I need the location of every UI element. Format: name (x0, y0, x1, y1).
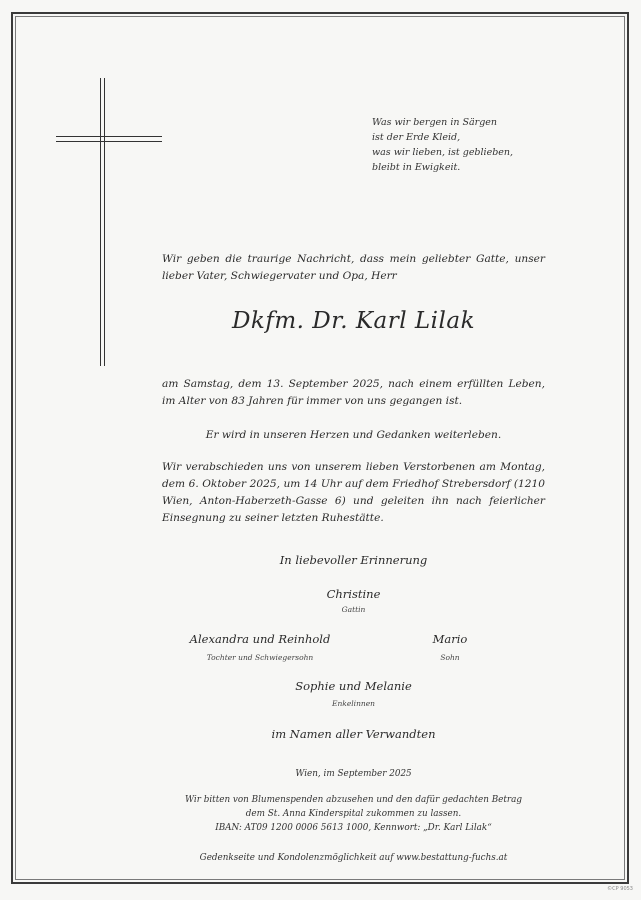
poem-line: bleibt in Ewigkeit. (372, 162, 461, 173)
funeral-details: Wir verabschieden uns von unserem lieben Verstorbenen am Montag, dem 6. Oktober 2025, um 14 Uhr auf dem Friedhof Strebersdorf (1210 Wien, Anton-Haberzeth-Gasse 6) und geleiten ihn nach feierlicher Einsegnung zu seiner letzten Ruhestätte. (162, 461, 545, 524)
poem-line: was wir lieben, ist geblieben, (372, 147, 514, 158)
relatives-text: im Namen aller Verwandten (271, 727, 436, 741)
deceased-name: Dkfm. Dr. Karl Lilak (231, 308, 476, 334)
grandchildren-name: Sophie und Melanie (295, 679, 412, 693)
son-role: Sohn (440, 653, 460, 662)
place-date: Wien, im September 2025 (295, 769, 412, 779)
son-name: Mario (432, 632, 468, 646)
poem-line: ist der Erde Kleid, (372, 132, 461, 143)
bank-details: IBAN: AT09 1200 0006 5613 1000, Kennwort: „Dr. Karl Lilak“ (215, 823, 492, 833)
remembrance-text: Er wird in unseren Herzen und Gedanken weiterleben. (205, 429, 502, 441)
website-link[interactable]: Gedenkseite und Kondolenzmöglichkeit auf www.bestattung-fuchs.at (199, 853, 508, 863)
document-code: ©CP 9053 (607, 886, 633, 892)
poem (372, 115, 513, 175)
donation-line-1: Wir bitten von Blumenspenden abzusehen und den dafür gedachten Betrag (185, 795, 522, 805)
daughter-name: Alexandra und Reinhold (189, 632, 331, 646)
daughter-role: Tochter und Schwiegersohn (206, 653, 314, 662)
wife-role: Gattin (341, 605, 366, 614)
inner-border (15, 16, 625, 880)
death-notice: am Samstag, dem 13. September 2025, nach einem erfüllten Leben, im Alter von 83 Jahren für immer von uns gegangen ist. (162, 378, 545, 407)
grandchildren-role: Enkelinnen (331, 699, 375, 708)
mourners-heading: In liebevoller Erinnerung (279, 553, 428, 567)
poem-line: Was wir bergen in Särgen (372, 117, 498, 128)
donation-line-2: dem St. Anna Kinderspital zukommen zu lassen. (245, 809, 462, 819)
intro-text: Wir geben die traurige Nachricht, dass mein geliebter Gatte, unser lieber Vater, Schwiegervater und Opa, Herr (162, 253, 545, 282)
wife-name: Christine (326, 587, 381, 601)
